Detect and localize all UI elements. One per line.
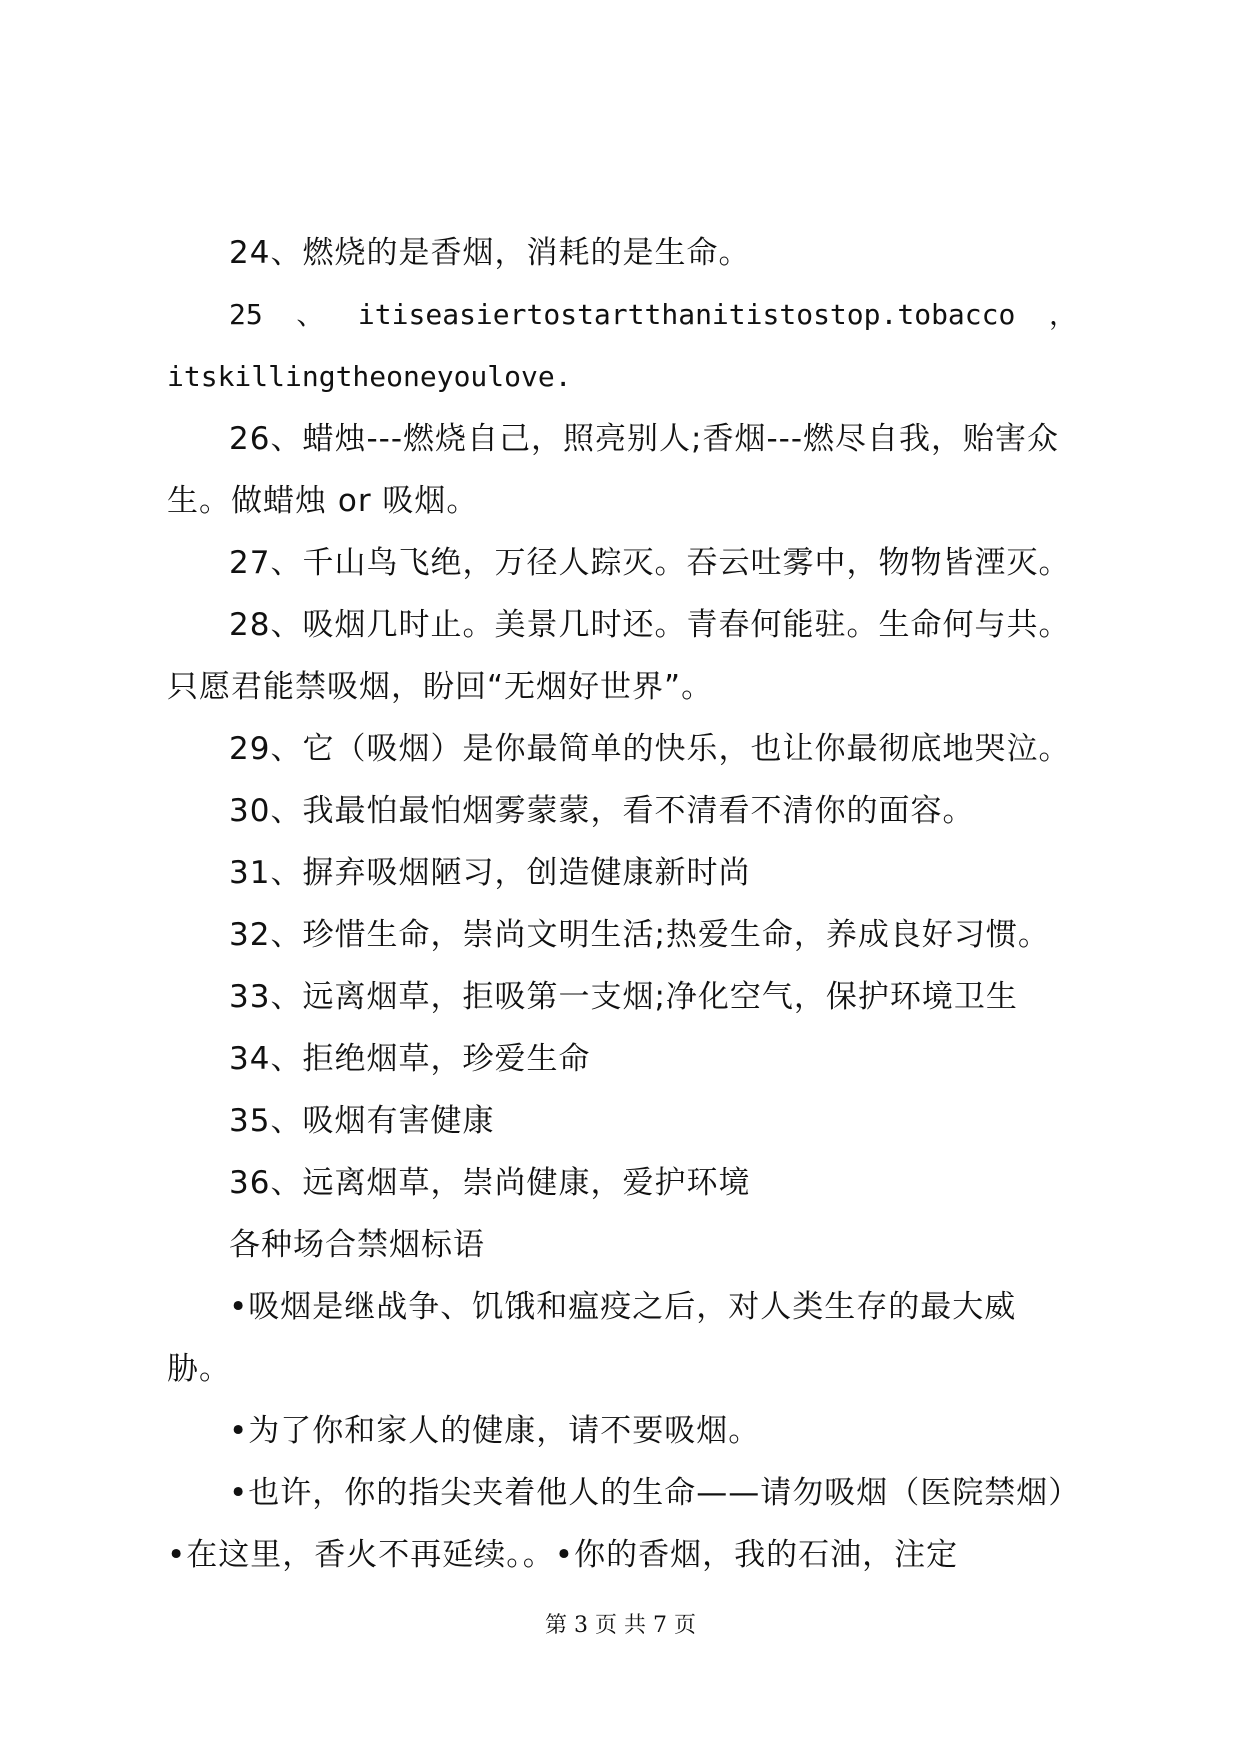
slogan-25-separator: 、 bbox=[296, 298, 325, 331]
page-number-footer: 第 3 页 共 7 页 bbox=[545, 1613, 696, 1638]
slogan-36: 36、远离烟草，崇尚健康，爱护环境 bbox=[229, 1165, 751, 1201]
slogan-33: 33、远离烟草，拒吸第一支烟;净化空气，保护环境卫生 bbox=[229, 979, 1018, 1015]
slogan-26: 26、蜡烛---燃烧自己，照亮别人;香烟---燃尽自我，贻害众生。做蜡烛 or 吸烟。 bbox=[167, 421, 1060, 519]
slogan-28: 28、吸烟几时止。美景几时还。青春何能驻。生命何与共。只愿君能禁吸烟，盼回“无烟好世界”。 bbox=[167, 607, 1071, 705]
slogan-25-line-2: itskillingtheoneyoulove. bbox=[167, 360, 572, 393]
slogan-25-number: 25 bbox=[229, 298, 263, 331]
slogan-29: 29、它（吸烟）是你最简单的快乐，也让你最彻底地哭泣。 bbox=[229, 731, 1071, 767]
slogan-24: 24、燃烧的是香烟，消耗的是生命。 bbox=[229, 235, 751, 271]
slogan-31: 31、摒弃吸烟陋习，创造健康新时尚 bbox=[229, 855, 751, 891]
document-body bbox=[167, 222, 1077, 1586]
section-heading: 各种场合禁烟标语 bbox=[229, 1227, 485, 1263]
bullet-slogan-3: •也许，你的指尖夹着他人的生命——请勿吸烟（医院禁烟）•在这里，香火不再延续。。•你的香烟，我的石油，注定 bbox=[167, 1475, 1065, 1573]
slogan-25-line-1 bbox=[167, 284, 1077, 346]
slogan-32: 32、珍惜生命，崇尚文明生活;热爱生命，养成良好习惯。 bbox=[229, 917, 1050, 953]
bullet-slogan-1: •吸烟是继战争、饥饿和瘟疫之后，对人类生存的最大威胁。 bbox=[167, 1289, 1017, 1387]
slogan-34: 34、拒绝烟草，珍爱生命 bbox=[229, 1041, 591, 1077]
bullet-slogan-2: •为了你和家人的健康，请不要吸烟。 bbox=[229, 1413, 761, 1449]
slogan-25-text: itiseasiertostartthanitistostop.tobacco bbox=[357, 298, 1016, 331]
slogan-25-comma: ， bbox=[1048, 298, 1077, 331]
slogan-30: 30、我最怕最怕烟雾蒙蒙，看不清看不清你的面容。 bbox=[229, 793, 975, 829]
slogan-35: 35、吸烟有害健康 bbox=[229, 1103, 495, 1139]
slogan-27: 27、千山鸟飞绝，万径人踪灭。吞云吐雾中，物物皆湮灭。 bbox=[229, 545, 1071, 581]
